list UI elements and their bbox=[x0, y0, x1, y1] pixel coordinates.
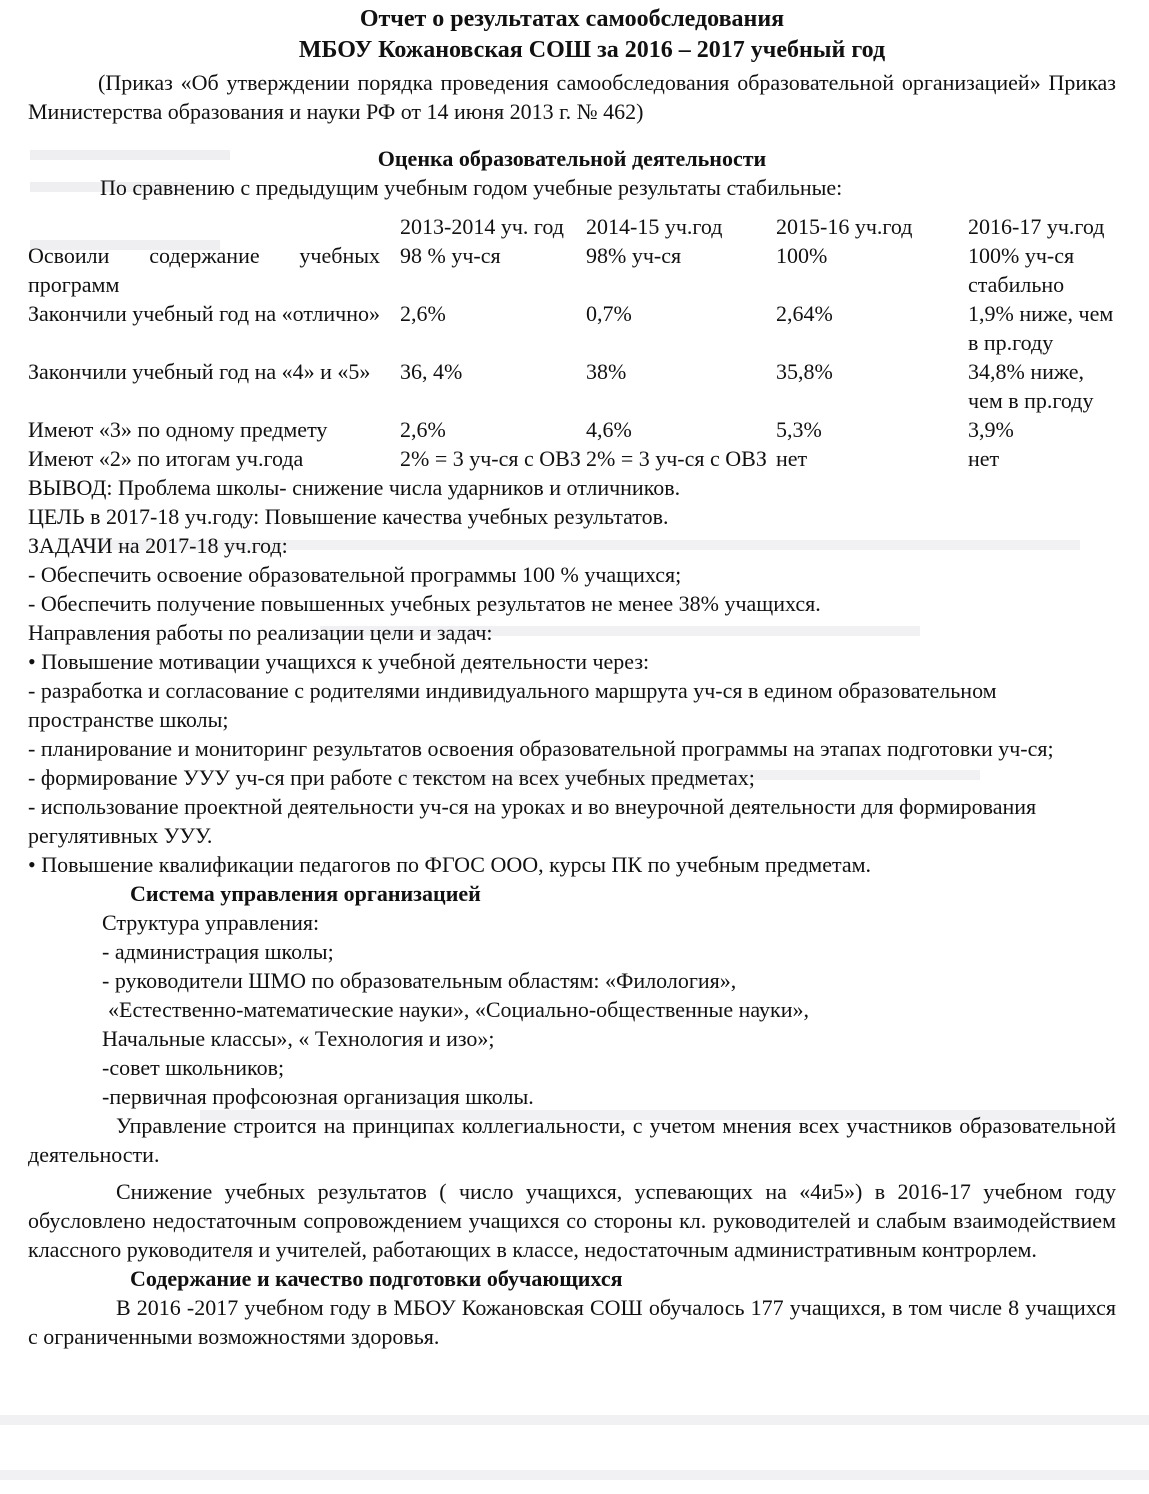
section-heading-content: Содержание и качество подготовки обучающихся bbox=[130, 1266, 623, 1291]
table-row bbox=[28, 444, 1116, 473]
direction-item: - планирование и мониторинг результатов освоения образовательной программы на этапах подготовки уч-ся; bbox=[28, 736, 1054, 761]
table-cell: 35,8% bbox=[776, 359, 833, 384]
table-header-row bbox=[28, 212, 1116, 241]
section-heading-evaluation: Оценка образовательной деятельности bbox=[377, 146, 767, 171]
row-label: Освоили содержание учебных программ bbox=[28, 243, 380, 297]
direction-item: - формирование УУУ уч-ся при работе с текстом на всех учебных предметах; bbox=[28, 765, 755, 790]
table-header-cell: 2013-2014 уч. год bbox=[400, 214, 564, 239]
section-heading-management: Система управления организацией bbox=[130, 881, 481, 906]
management-structure-title: Структура управления: bbox=[102, 910, 320, 935]
management-item: - руководители ШМО по образовательным областям: «Филология», bbox=[102, 968, 737, 993]
table-row bbox=[28, 241, 1116, 299]
task-item: - Обеспечить получение повышенных учебных результатов не менее 38% учащихся. bbox=[28, 591, 821, 616]
table-cell: 0,7% bbox=[586, 301, 632, 326]
table-cell: 5,3% bbox=[776, 417, 822, 442]
goal-text: ЦЕЛЬ в 2017-18 уч.году: Повышение качества учебных результатов. bbox=[28, 504, 669, 529]
table-cell: 38% bbox=[586, 359, 627, 384]
management-item: «Естественно-математические науки», «Социально-общественные науки», bbox=[108, 997, 809, 1022]
table-header-cell: 2014-15 уч.год bbox=[586, 214, 723, 239]
direction-item: - разработка и согласование с родителями индивидуального маршрута уч-ся в едином образовательном пространстве школы; bbox=[28, 678, 997, 732]
direction-item: • Повышение мотивации учащихся к учебной деятельности через: bbox=[28, 649, 650, 674]
table-cell: 4,6% bbox=[586, 417, 632, 442]
report-title: Отчет о результатах самообследования bbox=[359, 6, 785, 32]
table-cell: 98 % уч-ся bbox=[400, 243, 501, 268]
table-cell: 2,64% bbox=[776, 301, 833, 326]
table-row bbox=[28, 299, 1116, 357]
table-cell: нет bbox=[776, 446, 808, 471]
table-row bbox=[28, 415, 1116, 444]
table-cell: 100% bbox=[776, 243, 828, 268]
conclusion-text: ВЫВОД: Проблема школы- снижение числа ударников и отличников. bbox=[28, 475, 681, 500]
direction-item: - использование проектной деятельности уч-ся на уроках и во внеурочной деятельности для формирования регулятивных УУУ. bbox=[28, 794, 1037, 848]
table-cell: 100% уч-ся стабильно bbox=[968, 243, 1075, 297]
content-paragraph: В 2016 -2017 учебном году в МБОУ Кожановская СОШ обучалось 177 учащихся, в том числе 8 учащихся с ограниченными возможностями здоровья. bbox=[28, 1295, 1116, 1349]
table-header-cell: 2016-17 уч.год bbox=[968, 214, 1105, 239]
table-cell: 2% = 3 уч-ся с ОВЗ bbox=[400, 446, 581, 471]
table-header-label bbox=[28, 212, 400, 241]
row-label: Имеют «3» по одному предмету bbox=[28, 417, 328, 442]
management-item: Начальные классы», « Технология и изо»; bbox=[102, 1026, 495, 1051]
management-item: -совет школьников; bbox=[102, 1055, 285, 1080]
management-paragraph: Управление строится на принципах коллегиальности, с учетом мнения всех участников образовательной деятельности. bbox=[28, 1113, 1116, 1167]
table-cell: 2% = 3 уч-ся с ОВЗ bbox=[586, 446, 767, 471]
order-reference: (Приказ «Об утверждении порядка проведения самообследования образовательной организацией» Приказ Министерства образования и науки РФ от 14 июня 2013 г. № 462) bbox=[28, 70, 1116, 124]
table-cell: 2,6% bbox=[400, 417, 446, 442]
table-cell: нет bbox=[968, 446, 1000, 471]
row-label: Закончили учебный год на «отлично» bbox=[28, 301, 381, 326]
table-cell: 34,8% ниже, чем в пр.году bbox=[968, 359, 1094, 413]
intro-text: По сравнению с предыдущим учебным годом учебные результаты стабильные: bbox=[100, 175, 843, 200]
task-item: - Обеспечить освоение образовательной программы 100 % учащихся; bbox=[28, 562, 682, 587]
table-row bbox=[28, 357, 1116, 415]
results-table bbox=[28, 212, 1116, 473]
document-content bbox=[28, 4, 1116, 1351]
table-cell: 1,9% ниже, чем в пр.году bbox=[968, 301, 1114, 355]
report-subtitle: МБОУ Кожановская СОШ за 2016 – 2017 учебный год bbox=[298, 37, 886, 63]
table-cell: 98% уч-ся bbox=[586, 243, 682, 268]
tasks-title: ЗАДАЧИ на 2017-18 уч.год: bbox=[28, 533, 288, 558]
management-item: -первичная профсоюзная организация школы. bbox=[102, 1084, 534, 1109]
table-cell: 36, 4% bbox=[400, 359, 463, 384]
management-item: - администрация школы; bbox=[102, 939, 334, 964]
table-cell: 2,6% bbox=[400, 301, 446, 326]
table-cell: 3,9% bbox=[968, 417, 1014, 442]
row-label: Имеют «2» по итогам уч.года bbox=[28, 446, 304, 471]
row-label: Закончили учебный год на «4» и «5» bbox=[28, 359, 371, 384]
table-header-cell: 2015-16 уч.год bbox=[776, 214, 913, 239]
direction-item: • Повышение квалификации педагогов по ФГОС ООО, курсы ПК по учебным предметам. bbox=[28, 852, 872, 877]
directions-title: Направления работы по реализации цели и задач: bbox=[28, 620, 493, 645]
management-paragraph: Снижение учебных результатов ( число учащихся, успевающих на «4и5») в 2016-17 учебном году обусловлено недостаточным сопровождением учащихся со стороны кл. руководителей и слабым взаимодействием классного руководителя и учителей, работающих в классе, недостаточным административным контрорлем. bbox=[28, 1179, 1116, 1262]
